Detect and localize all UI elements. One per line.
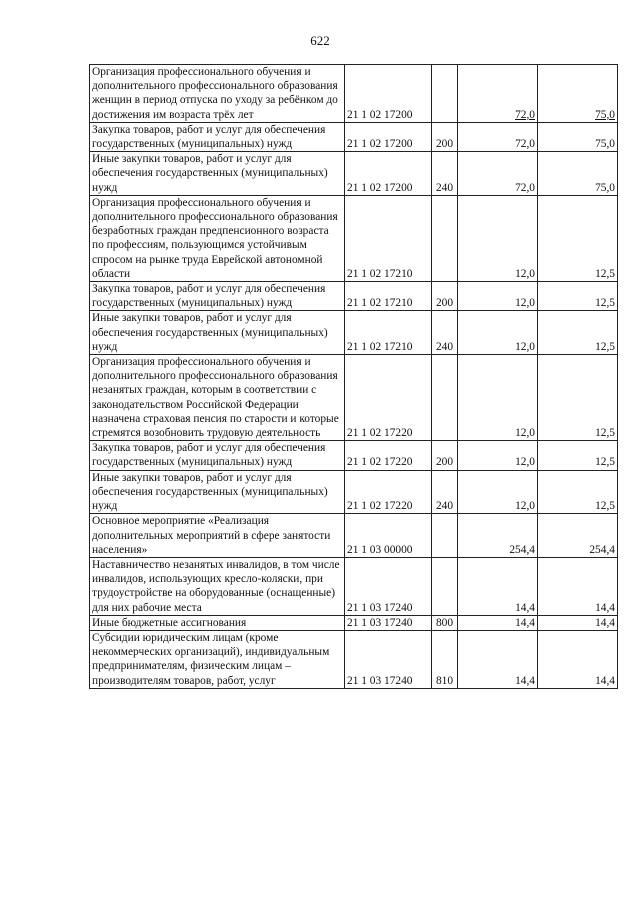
- row-code: 21 1 02 17220: [345, 441, 432, 470]
- row-expense-type: 200: [432, 441, 458, 470]
- budget-table: [89, 64, 618, 689]
- row-amount-year1: 12,0: [458, 441, 538, 470]
- row-expense-type: [432, 355, 458, 441]
- row-code: 21 1 02 17200: [345, 122, 432, 151]
- row-name: Иные закупки товаров, работ и услуг для обеспечения государственных (муниципальных) нужд: [90, 470, 345, 514]
- row-amount-year2: 14,4: [538, 557, 618, 615]
- row-amount-year2: 12,5: [538, 282, 618, 311]
- row-name: Иные закупки товаров, работ и услуг для обеспечения государственных (муниципальных) нужд: [90, 152, 345, 196]
- table-row: [90, 355, 618, 441]
- table-row: [90, 65, 618, 123]
- row-amount-year2: 75,0: [538, 65, 618, 123]
- row-amount-year1: 72,0: [458, 122, 538, 151]
- row-name: Субсидии юридическим лицам (кроме некоммерческих организаций), индивидуальным предпринимателям, физическим лицам – производителям товаров, работ, услуг: [90, 630, 345, 688]
- row-expense-type: [432, 195, 458, 281]
- row-amount-year2: 12,5: [538, 311, 618, 355]
- row-amount-year2: 75,0: [538, 122, 618, 151]
- table-row: [90, 195, 618, 281]
- row-amount-year1: 14,4: [458, 557, 538, 615]
- row-amount-year1: 12,0: [458, 355, 538, 441]
- row-amount-year2: 12,5: [538, 355, 618, 441]
- row-expense-type: 200: [432, 282, 458, 311]
- row-amount-year1: 72,0: [458, 65, 538, 123]
- row-code: 21 1 03 00000: [345, 514, 432, 558]
- row-name: Иные закупки товаров, работ и услуг для обеспечения государственных (муниципальных) нужд: [90, 311, 345, 355]
- row-name: Иные бюджетные ассигнования: [90, 615, 345, 630]
- row-expense-type: [432, 514, 458, 558]
- row-amount-year2: 12,5: [538, 195, 618, 281]
- row-amount-year2: 75,0: [538, 152, 618, 196]
- table-row: [90, 311, 618, 355]
- row-name: Организация профессионального обучения и дополнительного профессионального образования женщин в период отпуска по уходу за ребёнком до достижения им возраста трёх лет: [90, 65, 345, 123]
- table-row: [90, 441, 618, 470]
- row-expense-type: 240: [432, 470, 458, 514]
- row-expense-type: 200: [432, 122, 458, 151]
- row-amount-year2: 14,4: [538, 630, 618, 688]
- row-amount-year1: 72,0: [458, 152, 538, 196]
- row-name: Закупка товаров, работ и услуг для обеспечения государственных (муниципальных) нужд: [90, 282, 345, 311]
- row-expense-type: 800: [432, 615, 458, 630]
- table-row: [90, 282, 618, 311]
- table-row: [90, 470, 618, 514]
- row-name: Основное мероприятие «Реализация дополнительных мероприятий в сфере занятости населения»: [90, 514, 345, 558]
- table-row: [90, 514, 618, 558]
- row-amount-year1: 12,0: [458, 282, 538, 311]
- table-row: [90, 152, 618, 196]
- table-row: [90, 630, 618, 688]
- row-expense-type: [432, 557, 458, 615]
- row-amount-year2: 12,5: [538, 441, 618, 470]
- row-name: Закупка товаров, работ и услуг для обеспечения государственных (муниципальных) нужд: [90, 122, 345, 151]
- row-name: Организация профессионального обучения и дополнительного профессионального образования незанятых граждан, которым в соответствии с законодательством Российской Федерации назначена страховая пенсия по старости и которые стремятся возобновить трудовую деятельность: [90, 355, 345, 441]
- row-amount-year1: 12,0: [458, 195, 538, 281]
- row-code: 21 1 02 17210: [345, 282, 432, 311]
- row-name: Организация профессионального обучения и дополнительного профессионального образования безработных граждан предпенсионного возраста по профессиям, пользующимся устойчивым спросом на рынке труда Еврейской автономной области: [90, 195, 345, 281]
- row-amount-year2: 12,5: [538, 470, 618, 514]
- row-name: Наставничество незанятых инвалидов, в том числе инвалидов, использующих кресло-коляски, при трудоустройстве на оборудованные (оснащенные) для них рабочие места: [90, 557, 345, 615]
- row-code: 21 1 02 17210: [345, 195, 432, 281]
- row-amount-year1: 254,4: [458, 514, 538, 558]
- page-number: 622: [310, 33, 330, 48]
- row-code: 21 1 02 17210: [345, 311, 432, 355]
- row-expense-type: 240: [432, 152, 458, 196]
- table-row: [90, 122, 618, 151]
- row-code: 21 1 02 17200: [345, 152, 432, 196]
- row-expense-type: 810: [432, 630, 458, 688]
- row-expense-type: 240: [432, 311, 458, 355]
- row-amount-year1: 14,4: [458, 630, 538, 688]
- row-code: 21 1 03 17240: [345, 615, 432, 630]
- row-code: 21 1 02 17220: [345, 470, 432, 514]
- row-code: 21 1 03 17240: [345, 630, 432, 688]
- row-amount-year1: 12,0: [458, 311, 538, 355]
- row-code: 21 1 03 17240: [345, 557, 432, 615]
- row-amount-year2: 14,4: [538, 615, 618, 630]
- row-amount-year1: 12,0: [458, 470, 538, 514]
- row-expense-type: [432, 65, 458, 123]
- row-code: 21 1 02 17220: [345, 355, 432, 441]
- row-amount-year1: 14,4: [458, 615, 538, 630]
- table-row: [90, 557, 618, 615]
- row-name: Закупка товаров, работ и услуг для обеспечения государственных (муниципальных) нужд: [90, 441, 345, 470]
- row-amount-year2: 254,4: [538, 514, 618, 558]
- row-code: 21 1 02 17200: [345, 65, 432, 123]
- table-row: [90, 615, 618, 630]
